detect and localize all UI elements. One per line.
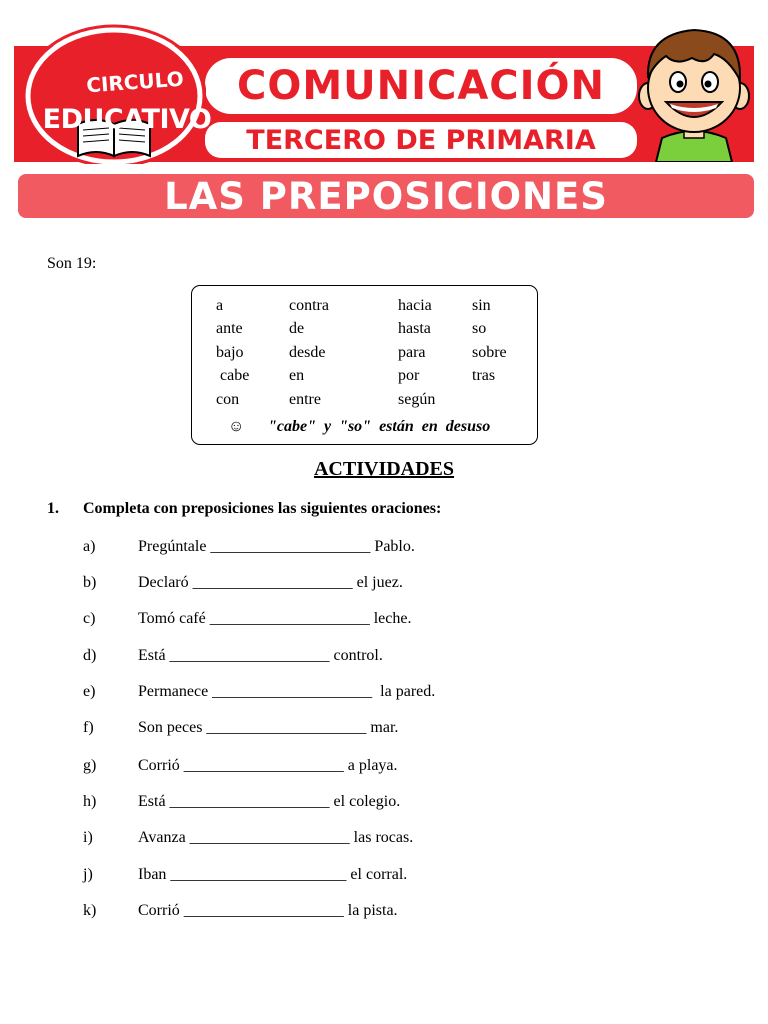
intro-text: Son 19: <box>47 255 97 272</box>
fill-blank-sentence: Iban ______________________ el corral. <box>138 866 408 883</box>
smiling-boy-icon <box>636 20 752 162</box>
preposition-word: a <box>216 297 224 314</box>
preposition-word: entre <box>289 391 321 408</box>
logo-text-circulo: CIRCULO <box>85 66 185 98</box>
item-letter: c) <box>83 610 96 627</box>
item-letter: j) <box>83 866 93 883</box>
fill-blank-sentence: Está ____________________ control. <box>138 647 383 664</box>
preposition-word: de <box>289 320 305 337</box>
circulo-educativo-logo <box>20 24 212 164</box>
item-letter: d) <box>83 647 97 664</box>
preposition-word: con <box>216 391 240 408</box>
preposition-word: hasta <box>398 320 431 337</box>
logo-text-educativo: EDUCATIVO <box>42 104 212 135</box>
item-letter: a) <box>83 538 96 555</box>
item-letter: f) <box>83 719 94 736</box>
fill-blank-sentence: Corrió ____________________ a playa. <box>138 757 398 774</box>
smiley-icon: ☺ <box>228 418 245 435</box>
preposition-word: sin <box>472 297 491 314</box>
page-title: LAS PREPOSICIONES <box>18 174 754 218</box>
preposition-word: contra <box>289 297 329 314</box>
preposition-word: so <box>472 320 487 337</box>
preposition-word: bajo <box>216 344 244 361</box>
preposition-word: tras <box>472 367 496 384</box>
fill-blank-sentence: Pregúntale ____________________ Pablo. <box>138 538 415 555</box>
fill-blank-sentence: Tomó café ____________________ leche. <box>138 610 412 627</box>
item-letter: h) <box>83 793 97 810</box>
preposition-word: según <box>398 391 436 408</box>
preposition-word: cabe <box>216 367 250 384</box>
question-text: Completa con preposiciones las siguientes oraciones: <box>83 500 442 517</box>
item-letter: i) <box>83 829 93 846</box>
preposition-word: desde <box>289 344 326 361</box>
fill-blank-sentence: Está ____________________ el colegio. <box>138 793 401 810</box>
preposition-word: hacia <box>398 297 432 314</box>
question-number: 1. <box>47 500 59 517</box>
preposition-word: ante <box>216 320 243 337</box>
grade-title: TERCERO DE PRIMARIA <box>246 124 596 156</box>
activities-heading: ACTIVIDADES <box>313 458 455 480</box>
kid-illustration <box>636 20 752 162</box>
fill-blank-sentence: Declaró ____________________ el juez. <box>138 574 403 591</box>
fill-blank-sentence: Son peces ____________________ mar. <box>138 719 399 736</box>
fill-blank-sentence: Avanza ____________________ las rocas. <box>138 829 414 846</box>
item-letter: k) <box>83 902 97 919</box>
preposition-word: sobre <box>472 344 507 361</box>
item-letter: e) <box>83 683 96 700</box>
item-letter: g) <box>83 757 97 774</box>
desuso-note: "cabe" y "so" están en desuso <box>268 418 491 435</box>
preposition-word: por <box>398 367 420 384</box>
fill-blank-sentence: Permanece ____________________ la pared. <box>138 683 436 700</box>
preposition-word: en <box>289 367 305 384</box>
fill-blank-sentence: Corrió ____________________ la pista. <box>138 902 398 919</box>
preposition-word: para <box>398 344 426 361</box>
subject-title: COMUNICACIÓN <box>236 63 606 109</box>
item-letter: b) <box>83 574 97 591</box>
